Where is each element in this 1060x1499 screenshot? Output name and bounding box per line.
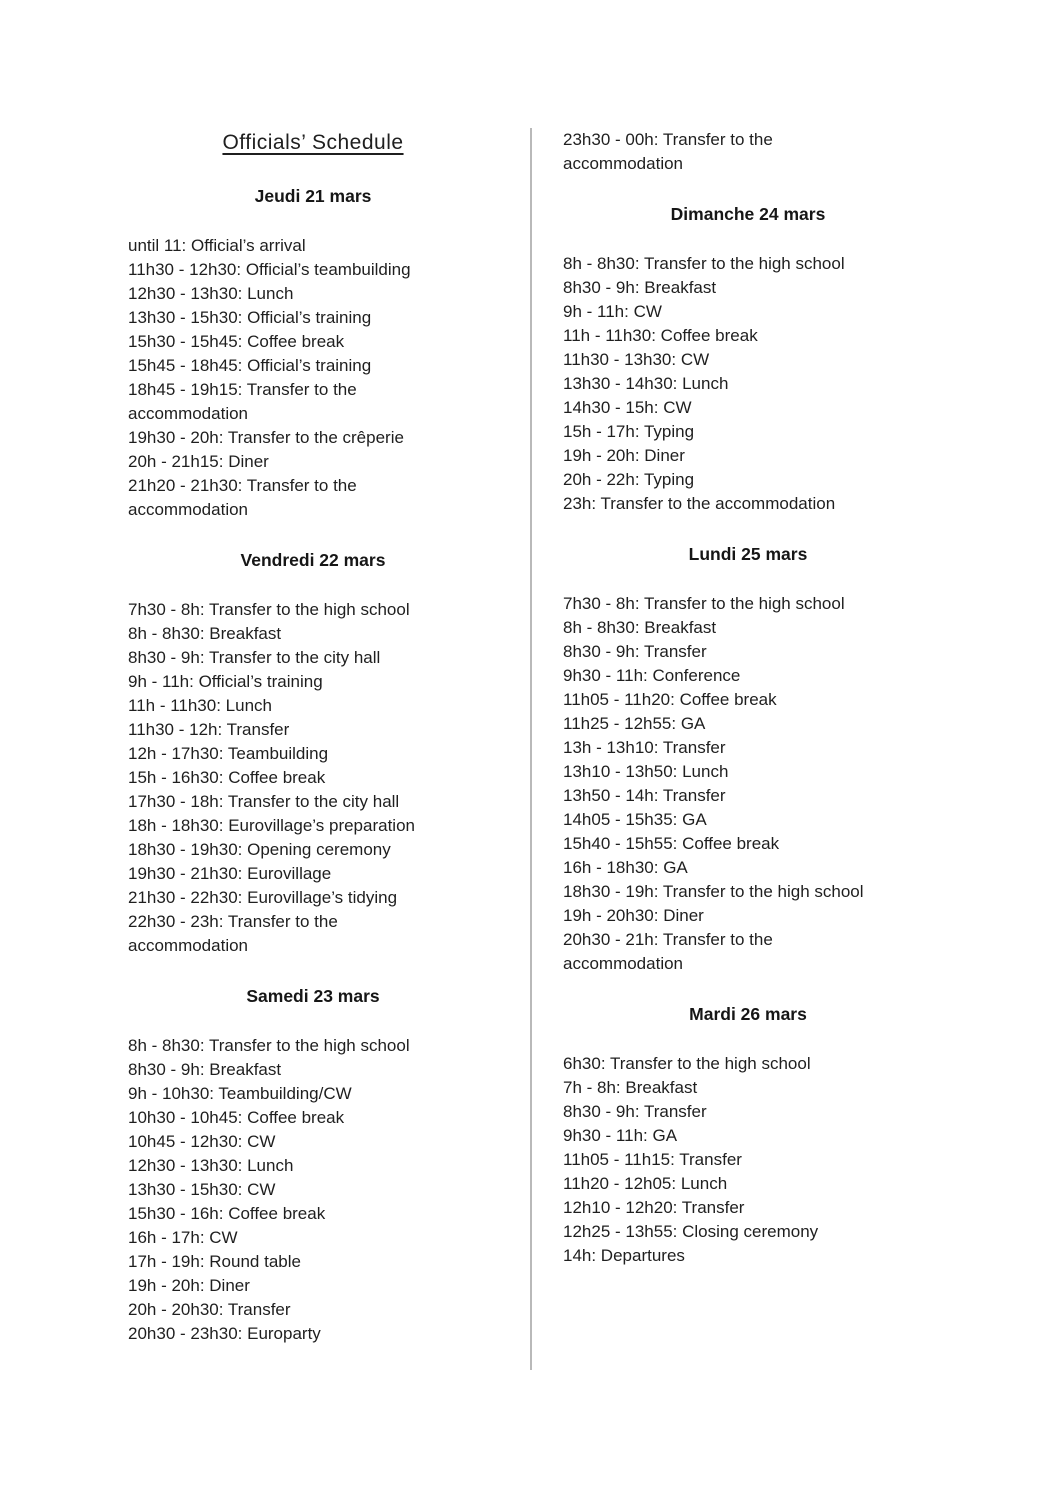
schedule-column-left: [128, 128, 498, 1346]
schedule-item: 11h20 - 12h05: Lunch: [563, 1174, 728, 1193]
schedule-item: 21h20 - 21h30: Transfer to the accommodation: [128, 476, 357, 519]
schedule-item: 23h30 - 00h: Transfer to the accommodation: [563, 130, 773, 173]
schedule-item: 16h - 18h30: GA: [563, 858, 688, 877]
schedule-item: 13h10 - 13h50: Lunch: [563, 762, 729, 781]
day-heading: Dimanche 24 mars: [670, 204, 826, 224]
schedule-column-right: [563, 128, 933, 1268]
schedule-item: 19h - 20h: Diner: [128, 1276, 250, 1295]
schedule-item: 14h: Departures: [563, 1246, 685, 1265]
schedule-item: 15h45 - 18h45: Official’s training: [128, 356, 372, 375]
schedule-item: 15h40 - 15h55: Coffee break: [563, 834, 780, 853]
schedule-item: 10h30 - 10h45: Coffee break: [128, 1108, 345, 1127]
schedule-item: 13h - 13h10: Transfer: [563, 738, 726, 757]
schedule-item: 19h30 - 20h: Transfer to the crêperie: [128, 428, 404, 447]
schedule-item: 21h30 - 22h30: Eurovillage’s tidying: [128, 888, 398, 907]
schedule-item: 10h45 - 12h30: CW: [128, 1132, 276, 1151]
schedule-item: 7h - 8h: Breakfast: [563, 1078, 698, 1097]
schedule-item: 13h30 - 15h30: Official’s training: [128, 308, 372, 327]
schedule-item: 14h05 - 15h35: GA: [563, 810, 707, 829]
schedule-item: 12h - 17h30: Teambuilding: [128, 744, 329, 763]
schedule-item: 11h30 - 12h30: Official’s teambuilding: [128, 260, 411, 279]
schedule-item: 20h - 22h: Typing: [563, 470, 695, 489]
schedule-item: 8h - 8h30: Transfer to the high school: [563, 254, 845, 273]
schedule-item: 20h30 - 23h30: Europarty: [128, 1324, 321, 1343]
schedule-item: 14h30 - 15h: CW: [563, 398, 692, 417]
schedule-item: 7h30 - 8h: Transfer to the high school: [563, 594, 845, 613]
schedule-item: 8h - 8h30: Transfer to the high school: [128, 1036, 410, 1055]
schedule-item: 9h - 10h30: Teambuilding/CW: [128, 1084, 352, 1103]
schedule-item: 15h - 17h: Typing: [563, 422, 695, 441]
schedule-item: 15h30 - 16h: Coffee break: [128, 1204, 326, 1223]
schedule-item: 9h30 - 11h: Conference: [563, 666, 741, 685]
schedule-item: 22h30 - 23h: Transfer to the accommodation: [128, 912, 338, 955]
document-title: Officials’ Schedule: [222, 131, 404, 154]
schedule-item: 12h25 - 13h55: Closing ceremony: [563, 1222, 819, 1241]
day-heading: Jeudi 21 mars: [254, 186, 372, 206]
schedule-item: 19h - 20h: Diner: [563, 446, 685, 465]
schedule-item: 16h - 17h: CW: [128, 1228, 238, 1247]
schedule-item: 9h - 11h: Official’s training: [128, 672, 323, 691]
schedule-item: 18h45 - 19h15: Transfer to the accommodation: [128, 380, 357, 423]
schedule-item: 18h30 - 19h: Transfer to the high school: [563, 882, 864, 901]
schedule-item: 20h - 20h30: Transfer: [128, 1300, 291, 1319]
schedule-item: 13h30 - 15h30: CW: [128, 1180, 276, 1199]
schedule-item: 8h - 8h30: Breakfast: [563, 618, 717, 637]
schedule-item: 8h - 8h30: Breakfast: [128, 624, 282, 643]
day-heading: Lundi 25 mars: [688, 544, 808, 564]
schedule-item: 11h05 - 11h15: Transfer: [563, 1150, 742, 1169]
schedule-item: 11h30 - 13h30: CW: [563, 350, 710, 369]
schedule-item: 19h - 20h30: Diner: [563, 906, 704, 925]
schedule-item: 11h - 11h30: Coffee break: [563, 326, 758, 345]
schedule-item: 11h30 - 12h: Transfer: [128, 720, 290, 739]
schedule-item: 19h30 - 21h30: Eurovillage: [128, 864, 332, 883]
schedule-item: 8h30 - 9h: Transfer to the city hall: [128, 648, 381, 667]
schedule-item: 6h30: Transfer to the high school: [563, 1054, 811, 1073]
day-heading: Samedi 23 mars: [246, 986, 380, 1006]
schedule-item: 8h30 - 9h: Transfer: [563, 1102, 707, 1121]
schedule-item: 13h30 - 14h30: Lunch: [563, 374, 729, 393]
schedule-item: 9h30 - 11h: GA: [563, 1126, 678, 1145]
schedule-item: 12h30 - 13h30: Lunch: [128, 1156, 294, 1175]
schedule-item: 13h50 - 14h: Transfer: [563, 786, 726, 805]
schedule-item: 23h: Transfer to the accommodation: [563, 494, 836, 513]
schedule-item: 9h - 11h: CW: [563, 302, 662, 321]
schedule-item: 12h30 - 13h30: Lunch: [128, 284, 294, 303]
day-heading: Vendredi 22 mars: [240, 550, 386, 570]
schedule-item: 11h25 - 12h55: GA: [563, 714, 706, 733]
schedule-item: 8h30 - 9h: Transfer: [563, 642, 707, 661]
schedule-item: 11h - 11h30: Lunch: [128, 696, 272, 715]
schedule-item: 15h - 16h30: Coffee break: [128, 768, 326, 787]
day-heading: Mardi 26 mars: [689, 1004, 807, 1024]
schedule-item: 8h30 - 9h: Breakfast: [563, 278, 717, 297]
column-divider: [530, 128, 532, 1370]
schedule-item: 8h30 - 9h: Breakfast: [128, 1060, 282, 1079]
schedule-item: 11h05 - 11h20: Coffee break: [563, 690, 777, 709]
schedule-item: 17h - 19h: Round table: [128, 1252, 301, 1271]
schedule-item: 12h10 - 12h20: Transfer: [563, 1198, 745, 1217]
schedule-item: until 11: Official’s arrival: [128, 236, 306, 255]
schedule-item: 17h30 - 18h: Transfer to the city hall: [128, 792, 400, 811]
schedule-item: 15h30 - 15h45: Coffee break: [128, 332, 345, 351]
schedule-item: 20h - 21h15: Diner: [128, 452, 269, 471]
schedule-item: 7h30 - 8h: Transfer to the high school: [128, 600, 410, 619]
schedule-item: 20h30 - 21h: Transfer to the accommodation: [563, 930, 773, 973]
schedule-item: 18h - 18h30: Eurovillage’s preparation: [128, 816, 415, 835]
schedule-item: 18h30 - 19h30: Opening ceremony: [128, 840, 391, 859]
